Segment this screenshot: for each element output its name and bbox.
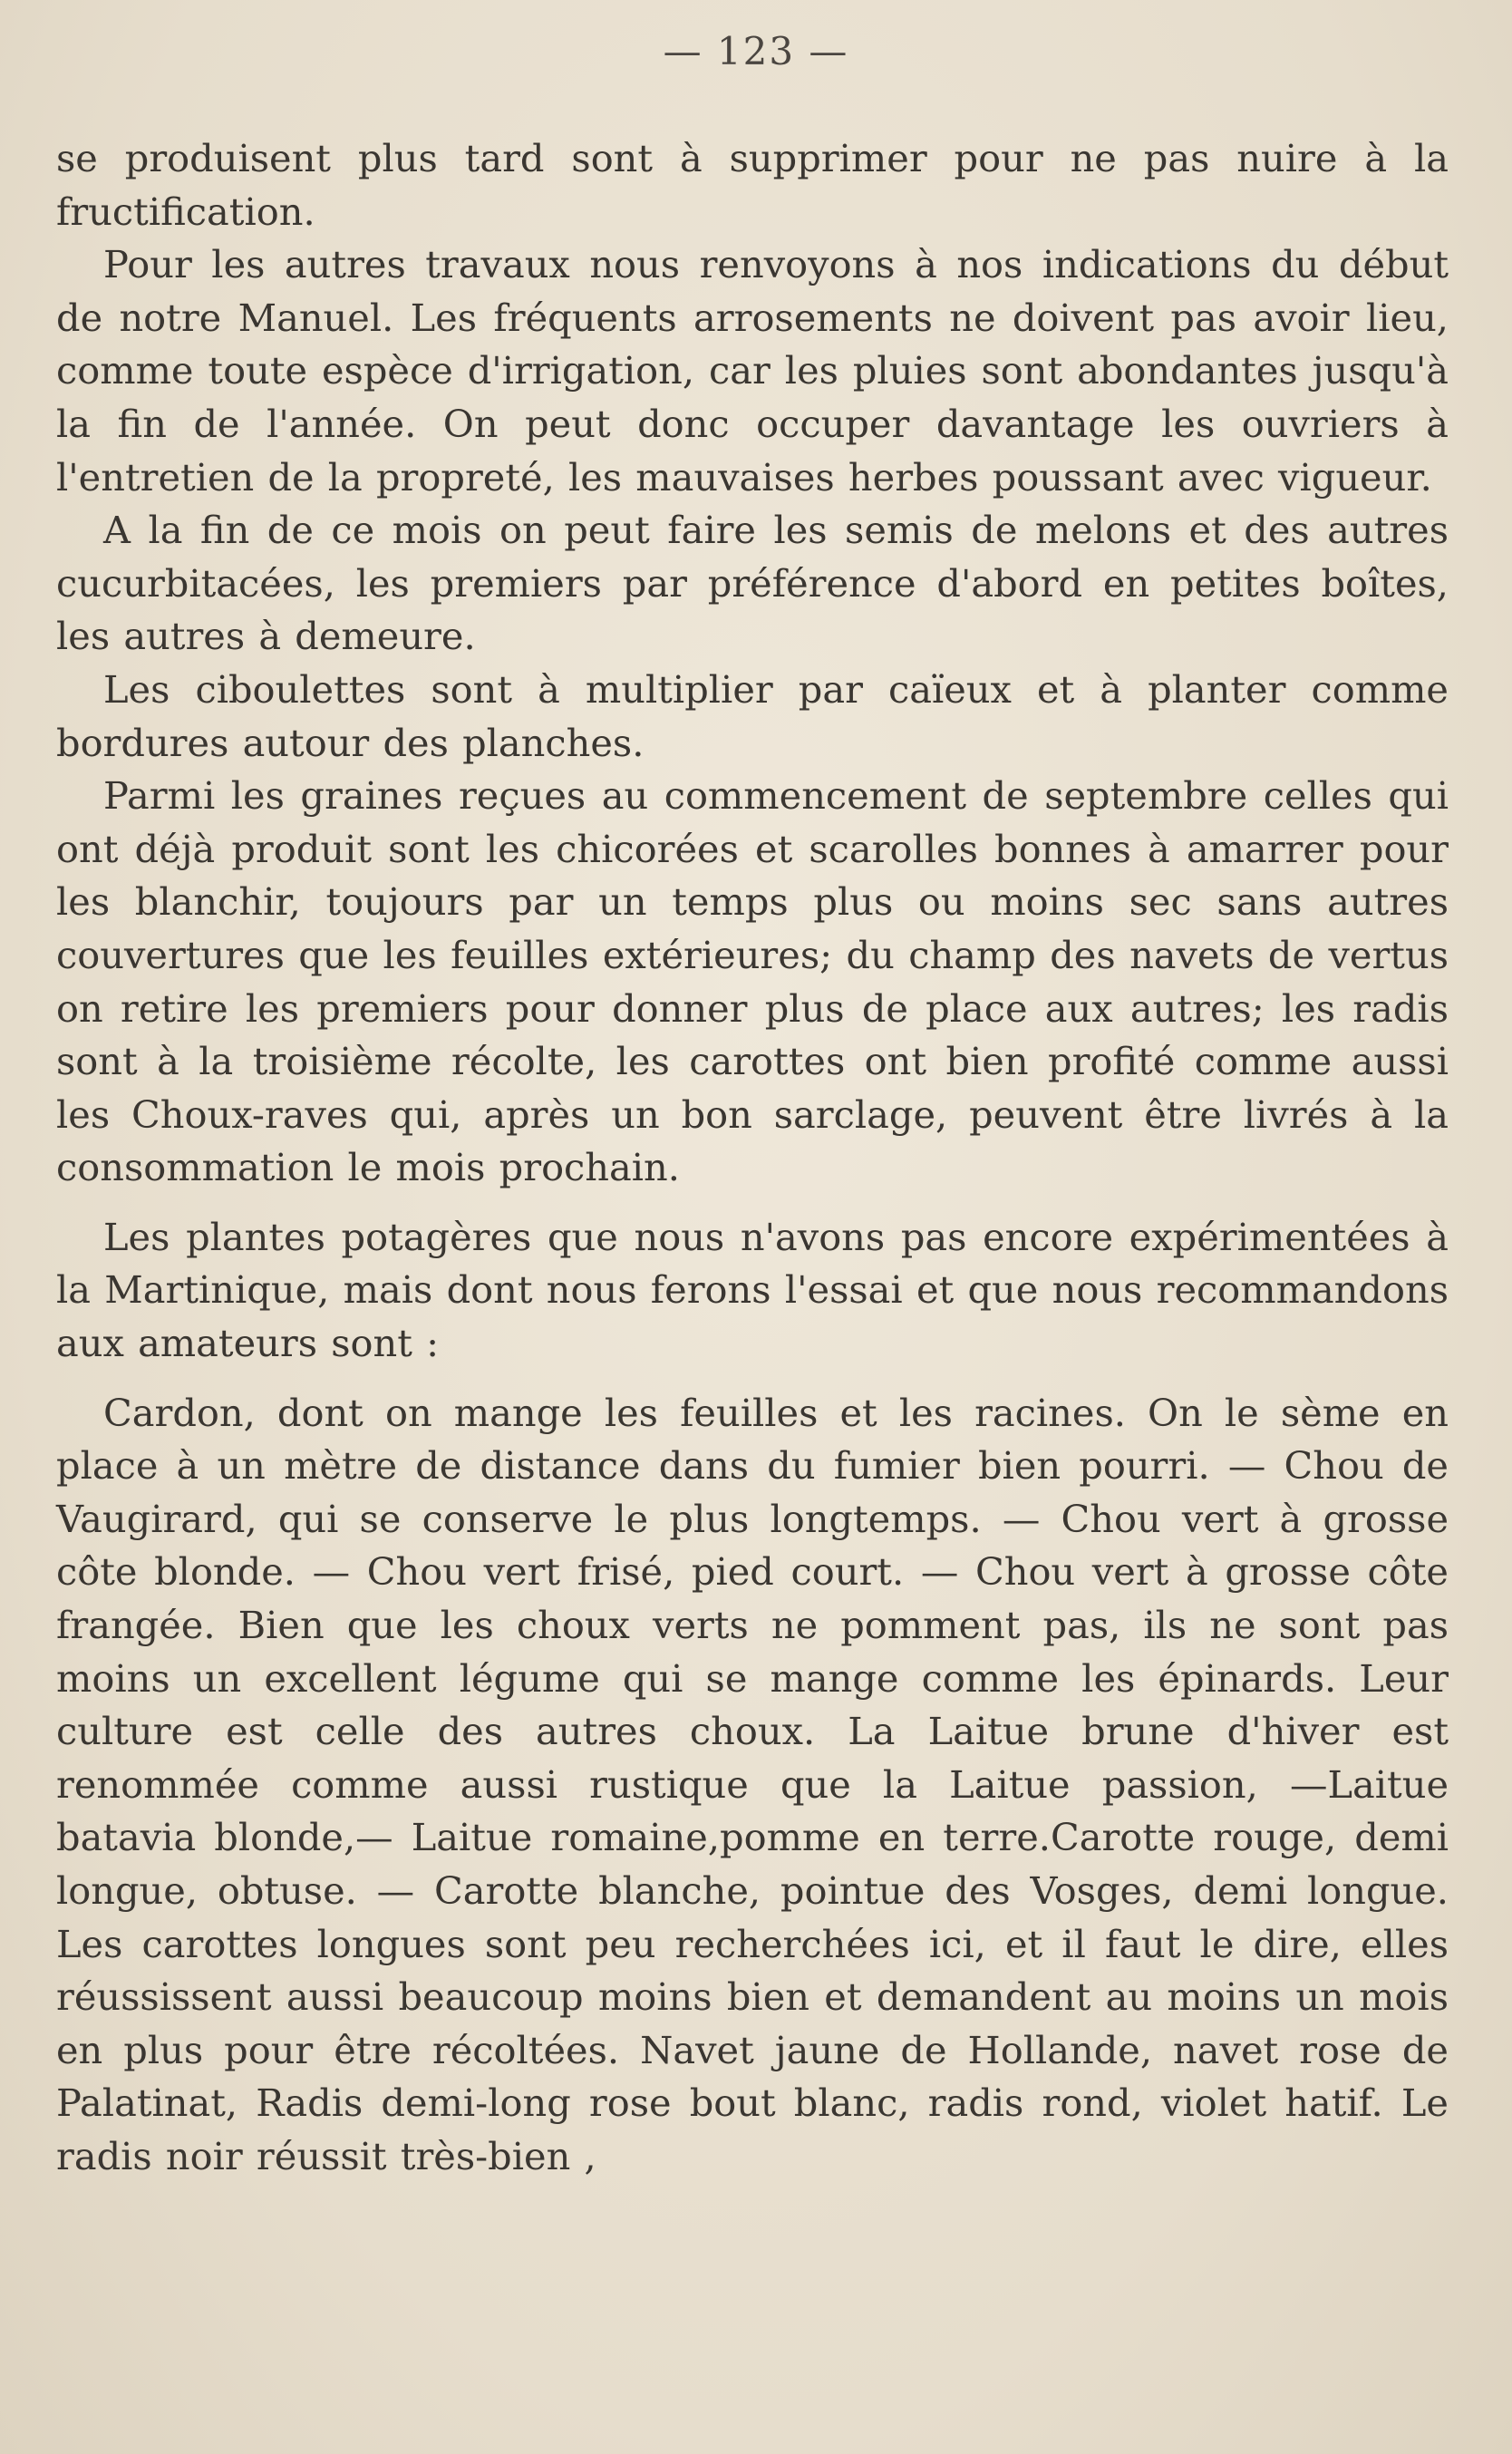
paragraph-plantes-potageres: Les plantes potagères que nous n'avons pas encore expérimentées à la Martinique, mais dont nous ferons l'essai et que nous recommandons aux amateurs sont : — [56, 1214, 1449, 1366]
paragraph-semis-melons: A la fin de ce mois on peut faire les semis de melons et des autres cucurbitacées, les premiers par préférence d'abord en petites boîtes, les autres à demeure. — [56, 508, 1449, 659]
paragraph-varietes: Cardon, dont on mange les feuilles et les racines. On le sème en place à un mètre de distance dans du fumier bien pourri. — Chou de Vaugirard, qui se conserve le plus longtemps. — Chou vert à grosse côte blonde. — Chou vert frisé, pied court. — Chou vert à grosse côte frangée. Bien que les choux verts ne pomment pas, ils ne sont pas moins un excellent légume qui se mange comme les épinards. Leur culture est celle des autres choux. La Laitue brune d'hiver est renommée comme aussi rustique que la Laitue passion, —Laitue batavia blonde,— Laitue romaine,pomme en terre.Carotte rouge, demi longue, obtuse. — Carotte blanche, pointue des Vosges, demi longue. Les carottes longues sont peu recherchées ici, et il faut le dire, elles réussissent aussi beaucoup moins bien et demandent au moins un mois en plus pour être récoltées. Navet jaune de Hollande, navet rose de Palatinat, Radis demi-long rose bout blanc, radis rond, violet hatif. Le radis noir réussit très-bien , — [56, 1390, 1449, 2178]
page-number: — 123 — — [663, 29, 849, 73]
paragraph-graines: Parmi les graines reçues au commencement de septembre celles qui ont déjà produit sont les chicorées et scarolles bonnes à amarrer pour les blanchir, toujours par un temps plus ou moins sec sans autres couvertures que les feuilles extérieures; du champ des navets de vertus on retire les premiers pour donner plus de place aux autres; les radis sont à la troisième récolte, les carottes ont bien profité comme aussi les Choux-raves qui, après un bon sarclage, peuvent être livrés à la consommation le mois prochain. — [56, 773, 1449, 1190]
paragraph-ciboulettes: Les ciboulettes sont à multiplier par caïeux et à planter comme bordures autour des planches. — [56, 666, 1449, 765]
body-text — [56, 132, 1449, 2184]
paragraph-continuation: se produisent plus tard sont à supprimer pour ne pas nuire à la fructification. — [56, 136, 1449, 234]
paragraph-travaux: Pour les autres travaux nous renvoyons à nos indications du début de notre Manuel. Les fréquents arrosements ne doivent pas avoir lieu, comme toute espèce d'irrigation, car les pluies sont abondantes jusqu'à la fin de l'année. On peut donc occuper davantage les ouvriers à l'entretien de la propreté, les mauvaises herbes poussant avec vigueur. — [56, 242, 1449, 500]
